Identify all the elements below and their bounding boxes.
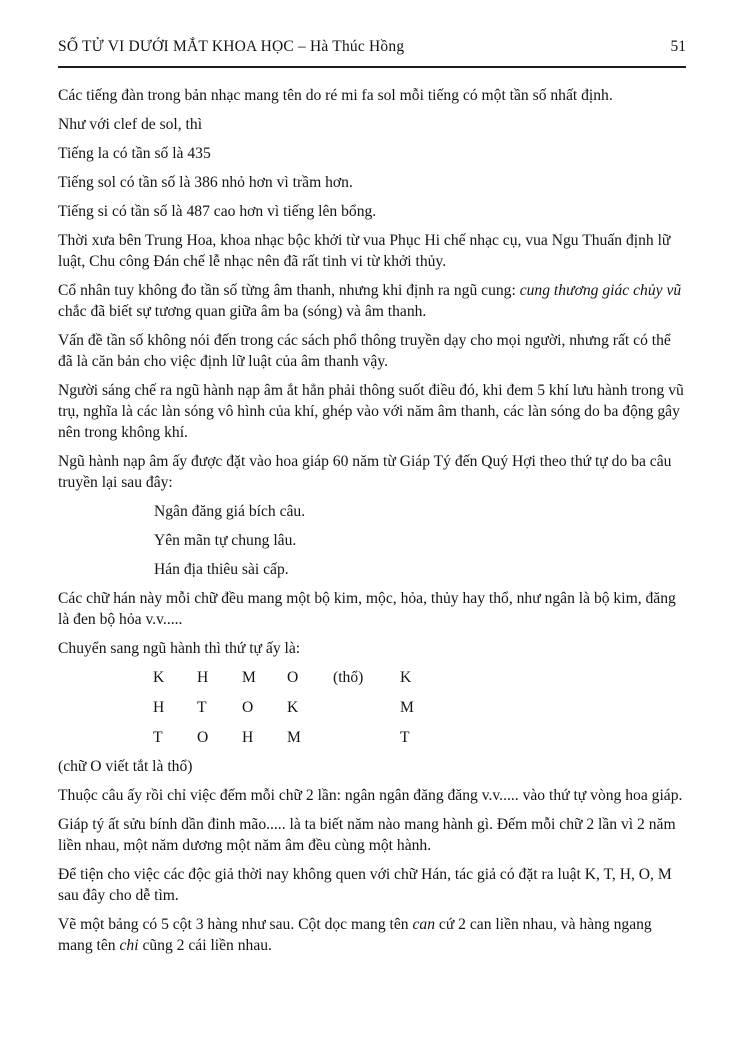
paragraph xyxy=(58,114,686,135)
verse-line xyxy=(154,501,686,522)
paragraph xyxy=(58,143,686,164)
paragraph xyxy=(58,230,686,272)
text-run: Giáp tý ất sửu bính dần đinh mão..... là ta biết năm nào mang hành gì. Đếm mỗi chữ 2 lần vì 2 năm liền nhau, một năm dương một năm âm đều cùng một hành. xyxy=(58,816,676,854)
paragraph xyxy=(58,280,686,322)
verse-line xyxy=(154,530,686,551)
paragraph xyxy=(58,914,686,956)
letter-grid-row xyxy=(153,667,686,688)
paragraph xyxy=(58,864,686,906)
paragraph xyxy=(58,172,686,193)
paragraph xyxy=(58,814,686,856)
text-run: Ngân đăng giá bích câu. xyxy=(154,503,306,520)
text-run: Hán địa thiêu sài cấp. xyxy=(154,561,289,578)
letter-grid-cell: T xyxy=(400,729,410,746)
letter-grid-cell: K xyxy=(400,669,412,686)
paragraph xyxy=(58,588,686,630)
text-run: Vấn đề tần số không nói đến trong các sách phổ thông truyền dạy cho mọi người, nhưng rất có thể đã là căn bản cho việc định lữ luật của âm thanh vậy. xyxy=(58,332,671,370)
text-run: (chữ O viết tắt là thổ) xyxy=(58,758,193,775)
running-title: SỐ TỬ VI DƯỚI MẮT KHOA HỌC – Hà Thúc Hồng xyxy=(58,38,405,55)
text-run: chắc đã biết sự tương quan giữa âm ba (sóng) và âm thanh. xyxy=(58,303,427,320)
letter-grid-cell: T xyxy=(153,729,163,746)
text-run: Để tiện cho việc các độc giả thời nay không quen với chữ Hán, tác giả có đặt ra luật K, T, H, O, M sau đây cho dễ tìm. xyxy=(58,866,672,904)
text-run: cứ 2 can liền nhau, và hàng ngang mang tên xyxy=(58,916,652,954)
page-header xyxy=(58,36,686,68)
text-run: Thuộc câu ấy rồi chỉ việc đếm mỗi chữ 2 lần: ngân ngân đăng đăng v.v..... vào thứ tự vòng hoa giáp. xyxy=(58,787,683,804)
letter-grid-cell: K xyxy=(153,669,165,686)
paragraph xyxy=(58,85,686,106)
text-run: Tiếng la có tần số là 435 xyxy=(58,145,211,162)
verse-line xyxy=(154,559,686,580)
text-run: Các tiếng đàn trong bản nhạc mang tên do ré mi fa sol mỗi tiếng có một tần số nhất định. xyxy=(58,87,613,104)
letter-grid-cell: M xyxy=(242,669,256,686)
text-run: cũng 2 cái liền nhau. xyxy=(138,937,272,954)
letter-grid xyxy=(153,667,686,748)
paragraph xyxy=(58,201,686,222)
text-run: Người sáng chế ra ngũ hành nạp âm ắt hẳn phải thông suốt điều đó, khi đem 5 khí lưu hành trong vũ trụ, nghĩa là các làn sóng vô hình của khí, ghép vào với năm âm thanh, các làn sóng do ba động gây nên trong không khí. xyxy=(58,382,684,441)
letter-grid-cell: T xyxy=(197,699,207,716)
text-run: Như với clef de sol, thì xyxy=(58,116,203,133)
paragraph xyxy=(58,785,686,806)
letter-grid-cell: M xyxy=(400,699,414,716)
paragraph xyxy=(58,330,686,372)
text-run: Chuyển sang ngũ hành thì thứ tự ấy là: xyxy=(58,640,301,657)
paragraph xyxy=(58,756,686,777)
letter-grid-row xyxy=(153,727,686,748)
page-number: 51 xyxy=(670,38,686,55)
text-run: Thời xưa bên Trung Hoa, khoa nhạc bộc khởi từ vua Phục Hi chế nhạc cụ, vua Ngu Thuấn định lữ luật, Chu công Đán chế lễ nhạc nên đã rất tinh vi từ khởi thủy. xyxy=(58,232,671,270)
letter-grid-cell: H xyxy=(197,669,209,686)
text-run: Vẽ một bảng có 5 cột 3 hàng như sau. Cột dọc mang tên xyxy=(58,916,413,933)
text-run: Các chữ hán này mỗi chữ đều mang một bộ kim, mộc, hỏa, thủy hay thổ, như ngân là bộ kim, đăng là đen bộ hỏa v.v..... xyxy=(58,590,676,628)
paragraph xyxy=(58,451,686,493)
text-run: Cổ nhân tuy không đo tần số từng âm thanh, nhưng khi định ra ngũ cung: xyxy=(58,282,520,299)
letter-grid-cell: H xyxy=(242,729,254,746)
letter-grid-cell: K xyxy=(287,699,299,716)
document-body xyxy=(58,68,686,956)
text-run: Ngũ hành nạp âm ấy được đặt vào hoa giáp 60 năm từ Giáp Tý đến Quý Hợi theo thứ tự do ba câu truyền lại sau đây: xyxy=(58,453,672,491)
italic-text-run: can xyxy=(412,916,435,933)
letter-grid-cell: H xyxy=(153,699,165,716)
letter-grid-cell: (thổ) xyxy=(333,669,364,686)
text-run: Yên mãn tự chung lâu. xyxy=(154,532,297,549)
letter-grid-cell: O xyxy=(242,699,254,716)
letter-grid-cell: O xyxy=(197,729,209,746)
letter-grid-cell: M xyxy=(287,729,301,746)
italic-text-run: chi xyxy=(119,937,139,954)
text-run: Tiếng sol có tần số là 386 nhỏ hơn vì trầm hơn. xyxy=(58,174,353,191)
letter-grid-cell: O xyxy=(287,669,299,686)
letter-grid-row xyxy=(153,697,686,718)
paragraph xyxy=(58,380,686,443)
paragraph xyxy=(58,638,686,659)
text-run: Tiếng si có tần số là 487 cao hơn vì tiếng lên bổng. xyxy=(58,203,377,220)
italic-text-run: cung thương giác chủy vũ xyxy=(519,282,682,299)
